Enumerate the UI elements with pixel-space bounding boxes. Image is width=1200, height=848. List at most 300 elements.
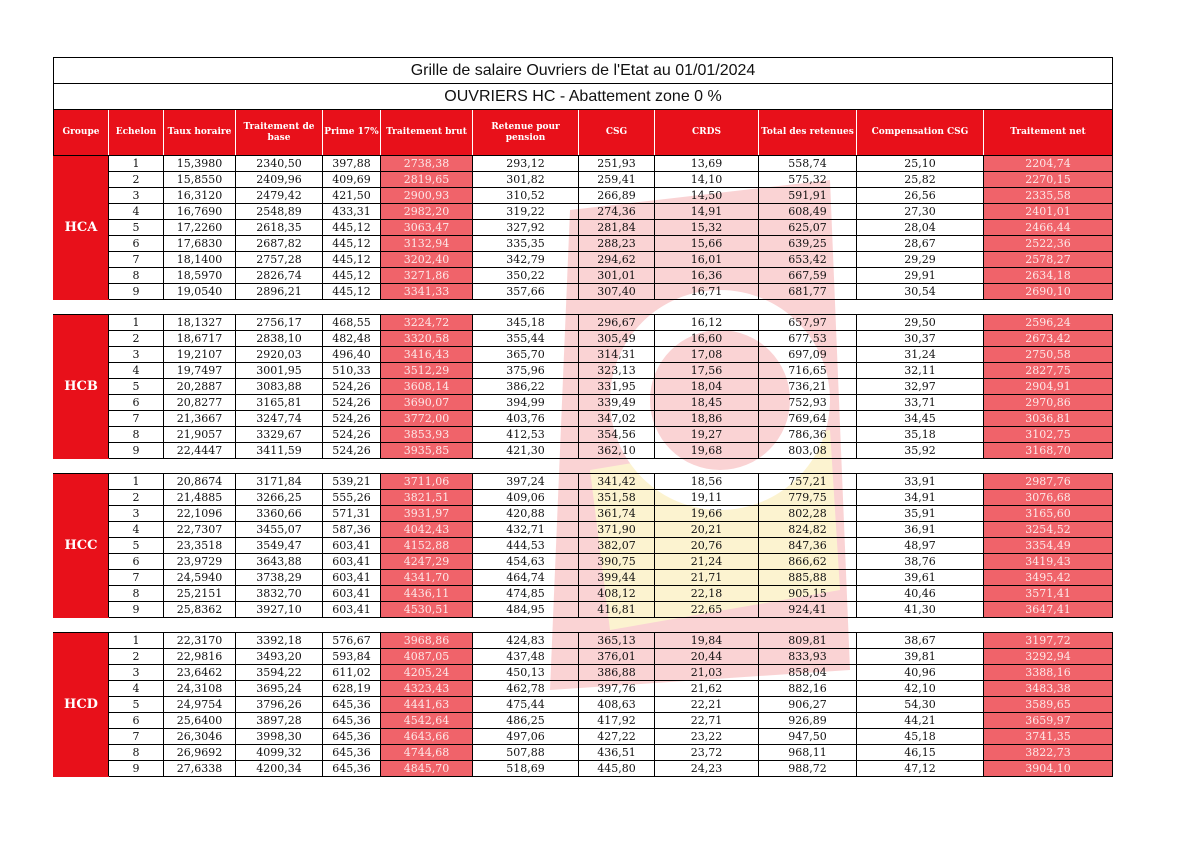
table-cell: 420,88: [473, 506, 579, 522]
table-cell: 4099,32: [236, 745, 323, 761]
table-cell: 319,22: [473, 204, 579, 220]
table-cell: 9: [109, 443, 164, 459]
table-cell: 18,86: [655, 411, 759, 427]
table-cell: 409,69: [323, 172, 381, 188]
table-cell: 403,76: [473, 411, 579, 427]
column-header: Traitement brut: [381, 110, 473, 156]
table-cell: 310,52: [473, 188, 579, 204]
table-cell: 3832,70: [236, 586, 323, 602]
table-row: [54, 172, 1113, 188]
column-header: Echelon: [109, 110, 164, 156]
table-cell: 8: [109, 427, 164, 443]
table-cell: 885,88: [759, 570, 857, 586]
table-cell: 16,60: [655, 331, 759, 347]
table-cell: 445,80: [579, 761, 655, 777]
table-row: [54, 665, 1113, 681]
table-cell: 3036,81: [984, 411, 1113, 427]
table-cell: 2: [109, 172, 164, 188]
table-cell: 4152,88: [381, 538, 473, 554]
table-cell: 2750,58: [984, 347, 1113, 363]
table-cell: 3549,47: [236, 538, 323, 554]
table-cell: 462,78: [473, 681, 579, 697]
table-cell: 7: [109, 729, 164, 745]
table-cell: 3292,94: [984, 649, 1113, 665]
table-cell: 3455,07: [236, 522, 323, 538]
table-cell: 1: [109, 633, 164, 649]
table-cell: 26,3046: [164, 729, 236, 745]
table-cell: 3927,10: [236, 602, 323, 618]
table-cell: 5: [109, 220, 164, 236]
column-header: Traitement de base: [236, 110, 323, 156]
table-cell: 3076,68: [984, 490, 1113, 506]
table-cell: 496,40: [323, 347, 381, 363]
table-cell: 32,11: [857, 363, 984, 379]
table-cell: 23,22: [655, 729, 759, 745]
table-cell: 409,06: [473, 490, 579, 506]
table-cell: 375,96: [473, 363, 579, 379]
table-cell: 833,93: [759, 649, 857, 665]
table-cell: 417,92: [579, 713, 655, 729]
table-cell: 365,13: [579, 633, 655, 649]
table-cell: 8: [109, 586, 164, 602]
table-cell: 327,92: [473, 220, 579, 236]
table-cell: 14,10: [655, 172, 759, 188]
table-cell: 35,18: [857, 427, 984, 443]
table-cell: 3247,74: [236, 411, 323, 427]
column-header: CRDS: [655, 110, 759, 156]
table-cell: 433,31: [323, 204, 381, 220]
table-cell: 36,91: [857, 522, 984, 538]
table-row: [54, 681, 1113, 697]
table-cell: 15,3980: [164, 156, 236, 172]
table-cell: 4341,70: [381, 570, 473, 586]
table-cell: 3224,72: [381, 315, 473, 331]
table-cell: 858,04: [759, 665, 857, 681]
table-cell: 18,45: [655, 395, 759, 411]
table-cell: 17,6830: [164, 236, 236, 252]
table-row: [54, 411, 1113, 427]
table-cell: 424,83: [473, 633, 579, 649]
table-cell: 628,19: [323, 681, 381, 697]
table-cell: 7: [109, 570, 164, 586]
table-cell: 3: [109, 506, 164, 522]
table-cell: 444,53: [473, 538, 579, 554]
table-cell: 497,06: [473, 729, 579, 745]
spacer-cell: [54, 300, 1113, 315]
table-cell: 3254,52: [984, 522, 1113, 538]
column-header: Prime 17%: [323, 110, 381, 156]
table-cell: 445,12: [323, 268, 381, 284]
table-cell: 394,99: [473, 395, 579, 411]
table-cell: 667,59: [759, 268, 857, 284]
table-cell: 397,88: [323, 156, 381, 172]
table-cell: 645,36: [323, 713, 381, 729]
table-row: [54, 729, 1113, 745]
table-cell: 34,91: [857, 490, 984, 506]
table-cell: 847,36: [759, 538, 857, 554]
table-cell: 22,21: [655, 697, 759, 713]
table-cell: 412,53: [473, 427, 579, 443]
table-cell: 17,2260: [164, 220, 236, 236]
column-header: Total des retenues: [759, 110, 857, 156]
group-label: HCA: [54, 156, 109, 300]
table-row: [54, 284, 1113, 300]
table-cell: 4: [109, 363, 164, 379]
table-cell: 41,30: [857, 602, 984, 618]
table-cell: 591,91: [759, 188, 857, 204]
table-row: [54, 506, 1113, 522]
table-cell: 31,24: [857, 347, 984, 363]
table-cell: 454,63: [473, 554, 579, 570]
table-row: [54, 220, 1113, 236]
table-row: [54, 713, 1113, 729]
table-cell: 341,42: [579, 474, 655, 490]
table-cell: 427,22: [579, 729, 655, 745]
table-cell: 23,72: [655, 745, 759, 761]
table-row: [54, 347, 1113, 363]
table-cell: 645,36: [323, 745, 381, 761]
table-cell: 323,13: [579, 363, 655, 379]
table-cell: 386,22: [473, 379, 579, 395]
table-cell: 408,12: [579, 586, 655, 602]
table-row: [54, 156, 1113, 172]
salary-grid-sheet: [53, 57, 1112, 777]
table-cell: 382,07: [579, 538, 655, 554]
table-cell: 390,75: [579, 554, 655, 570]
table-cell: 3853,93: [381, 427, 473, 443]
table-cell: 4643,66: [381, 729, 473, 745]
table-cell: 21,4885: [164, 490, 236, 506]
table-cell: 4200,34: [236, 761, 323, 777]
table-cell: 18,6717: [164, 331, 236, 347]
table-cell: 361,74: [579, 506, 655, 522]
table-cell: 27,6338: [164, 761, 236, 777]
table-cell: 3493,20: [236, 649, 323, 665]
table-cell: 22,3170: [164, 633, 236, 649]
table-cell: 2896,21: [236, 284, 323, 300]
table-cell: 2673,42: [984, 331, 1113, 347]
table-cell: 524,26: [323, 427, 381, 443]
table-cell: 19,84: [655, 633, 759, 649]
table-cell: 3495,42: [984, 570, 1113, 586]
table-cell: 524,26: [323, 443, 381, 459]
table-cell: 558,74: [759, 156, 857, 172]
table-cell: 386,88: [579, 665, 655, 681]
table-cell: 5: [109, 697, 164, 713]
table-cell: 25,6400: [164, 713, 236, 729]
table-cell: 4323,43: [381, 681, 473, 697]
table-cell: 450,13: [473, 665, 579, 681]
table-cell: 357,66: [473, 284, 579, 300]
table-cell: 2690,10: [984, 284, 1113, 300]
table-cell: 445,12: [323, 284, 381, 300]
table-row: [54, 204, 1113, 220]
table-row: [54, 761, 1113, 777]
table-cell: 2479,42: [236, 188, 323, 204]
table-cell: 4436,11: [381, 586, 473, 602]
table-cell: 16,36: [655, 268, 759, 284]
table-cell: 19,66: [655, 506, 759, 522]
table-cell: 4205,24: [381, 665, 473, 681]
table-cell: 3197,72: [984, 633, 1113, 649]
table-cell: 4042,43: [381, 522, 473, 538]
table-cell: 779,75: [759, 490, 857, 506]
table-cell: 18,04: [655, 379, 759, 395]
table-cell: 3392,18: [236, 633, 323, 649]
table-cell: 24,3108: [164, 681, 236, 697]
table-cell: 524,26: [323, 395, 381, 411]
table-cell: 3341,33: [381, 284, 473, 300]
table-cell: 625,07: [759, 220, 857, 236]
table-cell: 1: [109, 315, 164, 331]
table-cell: 22,7307: [164, 522, 236, 538]
table-cell: 3102,75: [984, 427, 1113, 443]
table-row: [54, 252, 1113, 268]
table-cell: 20,8674: [164, 474, 236, 490]
table-cell: 19,11: [655, 490, 759, 506]
table-cell: 25,10: [857, 156, 984, 172]
table-cell: 3: [109, 188, 164, 204]
table-cell: 603,41: [323, 554, 381, 570]
table-cell: 611,02: [323, 665, 381, 681]
table-cell: 376,01: [579, 649, 655, 665]
table-cell: 587,36: [323, 522, 381, 538]
table-cell: 48,97: [857, 538, 984, 554]
table-cell: 15,32: [655, 220, 759, 236]
table-row: [54, 602, 1113, 618]
table-cell: 645,36: [323, 729, 381, 745]
table-cell: 4744,68: [381, 745, 473, 761]
table-cell: 3202,40: [381, 252, 473, 268]
table-cell: 3904,10: [984, 761, 1113, 777]
table-cell: 15,8550: [164, 172, 236, 188]
table-cell: 484,95: [473, 602, 579, 618]
table-cell: 266,89: [579, 188, 655, 204]
table-cell: 653,42: [759, 252, 857, 268]
table-cell: 17,08: [655, 347, 759, 363]
table-cell: 4: [109, 522, 164, 538]
table-cell: 2819,65: [381, 172, 473, 188]
table-cell: 371,90: [579, 522, 655, 538]
table-cell: 22,9816: [164, 649, 236, 665]
table-cell: 32,97: [857, 379, 984, 395]
table-cell: 2340,50: [236, 156, 323, 172]
table-cell: 2738,38: [381, 156, 473, 172]
table-cell: 3738,29: [236, 570, 323, 586]
table-cell: 2970,86: [984, 395, 1113, 411]
table-cell: 19,7497: [164, 363, 236, 379]
table-cell: 38,67: [857, 633, 984, 649]
table-cell: 518,69: [473, 761, 579, 777]
table-cell: 18,1327: [164, 315, 236, 331]
table-cell: 639,25: [759, 236, 857, 252]
table-cell: 288,23: [579, 236, 655, 252]
table-cell: 524,26: [323, 379, 381, 395]
table-cell: 28,04: [857, 220, 984, 236]
column-header: Groupe: [54, 110, 109, 156]
salary-grid-table: [53, 57, 1113, 777]
table-cell: 26,56: [857, 188, 984, 204]
table-cell: 17,56: [655, 363, 759, 379]
table-cell: 803,08: [759, 443, 857, 459]
table-cell: 22,4447: [164, 443, 236, 459]
table-cell: 3354,49: [984, 538, 1113, 554]
table-cell: 34,45: [857, 411, 984, 427]
table-cell: 21,71: [655, 570, 759, 586]
table-cell: 866,62: [759, 554, 857, 570]
table-cell: 882,16: [759, 681, 857, 697]
table-cell: 3171,84: [236, 474, 323, 490]
table-cell: 2900,93: [381, 188, 473, 204]
table-cell: 416,81: [579, 602, 655, 618]
table-cell: 555,26: [323, 490, 381, 506]
table-cell: 603,41: [323, 602, 381, 618]
table-cell: 40,46: [857, 586, 984, 602]
table-cell: 20,44: [655, 649, 759, 665]
table-cell: 16,7690: [164, 204, 236, 220]
table-cell: 3822,73: [984, 745, 1113, 761]
table-cell: 26,9692: [164, 745, 236, 761]
table-cell: 2401,01: [984, 204, 1113, 220]
table-cell: 354,56: [579, 427, 655, 443]
table-row: [54, 315, 1113, 331]
table-cell: 5: [109, 538, 164, 554]
table-cell: 355,44: [473, 331, 579, 347]
table-cell: 3168,70: [984, 443, 1113, 459]
table-cell: 2826,74: [236, 268, 323, 284]
table-cell: 2522,36: [984, 236, 1113, 252]
table-cell: 539,21: [323, 474, 381, 490]
table-cell: 988,72: [759, 761, 857, 777]
table-cell: 21,62: [655, 681, 759, 697]
table-cell: 345,18: [473, 315, 579, 331]
table-cell: 1: [109, 474, 164, 490]
table-cell: 2: [109, 331, 164, 347]
table-cell: 677,53: [759, 331, 857, 347]
table-cell: 16,01: [655, 252, 759, 268]
table-cell: 362,10: [579, 443, 655, 459]
table-cell: 3063,47: [381, 220, 473, 236]
table-cell: 2827,75: [984, 363, 1113, 379]
table-cell: 16,12: [655, 315, 759, 331]
table-cell: 259,41: [579, 172, 655, 188]
table-row: [54, 649, 1113, 665]
table-cell: 2982,20: [381, 204, 473, 220]
table-cell: 3659,97: [984, 713, 1113, 729]
table-cell: 3589,65: [984, 697, 1113, 713]
table-cell: 3271,86: [381, 268, 473, 284]
table-row: [54, 697, 1113, 713]
table-cell: 2596,24: [984, 315, 1113, 331]
table-cell: 4542,64: [381, 713, 473, 729]
group-label: HCD: [54, 633, 109, 777]
table-row: [54, 474, 1113, 490]
table-cell: 786,36: [759, 427, 857, 443]
table-cell: 22,1096: [164, 506, 236, 522]
table-cell: 824,82: [759, 522, 857, 538]
table-cell: 4: [109, 204, 164, 220]
grid-body: [54, 156, 1113, 777]
table-cell: 593,84: [323, 649, 381, 665]
table-cell: 397,76: [579, 681, 655, 697]
column-header: Traitement net: [984, 110, 1113, 156]
table-cell: 20,8277: [164, 395, 236, 411]
table-cell: 342,79: [473, 252, 579, 268]
table-cell: 486,25: [473, 713, 579, 729]
table-row: [54, 570, 1113, 586]
table-cell: 339,49: [579, 395, 655, 411]
table-cell: 757,21: [759, 474, 857, 490]
table-cell: 46,15: [857, 745, 984, 761]
table-cell: 968,11: [759, 745, 857, 761]
table-cell: 54,30: [857, 697, 984, 713]
table-cell: 15,66: [655, 236, 759, 252]
table-cell: 445,12: [323, 220, 381, 236]
table-cell: 33,71: [857, 395, 984, 411]
table-cell: 3360,66: [236, 506, 323, 522]
table-cell: 3931,97: [381, 506, 473, 522]
table-row: [54, 745, 1113, 761]
table-cell: 294,62: [579, 252, 655, 268]
table-cell: 2618,35: [236, 220, 323, 236]
table-row: [54, 633, 1113, 649]
table-cell: 19,68: [655, 443, 759, 459]
table-cell: 39,61: [857, 570, 984, 586]
table-cell: 436,51: [579, 745, 655, 761]
table-cell: 301,82: [473, 172, 579, 188]
table-cell: 524,26: [323, 411, 381, 427]
table-cell: 645,36: [323, 761, 381, 777]
table-cell: 947,50: [759, 729, 857, 745]
table-cell: 3594,22: [236, 665, 323, 681]
table-row: [54, 586, 1113, 602]
table-row: [54, 331, 1113, 347]
spacer-cell: [54, 459, 1113, 474]
table-cell: 25,8362: [164, 602, 236, 618]
table-cell: 18,5970: [164, 268, 236, 284]
table-cell: 335,35: [473, 236, 579, 252]
table-cell: 21,03: [655, 665, 759, 681]
table-cell: 13,69: [655, 156, 759, 172]
table-cell: 3132,94: [381, 236, 473, 252]
table-cell: 3512,29: [381, 363, 473, 379]
table-cell: 9: [109, 602, 164, 618]
table-cell: 571,31: [323, 506, 381, 522]
table-cell: 445,12: [323, 252, 381, 268]
table-cell: 397,24: [473, 474, 579, 490]
table-cell: 27,30: [857, 204, 984, 220]
table-cell: 350,22: [473, 268, 579, 284]
table-cell: 314,31: [579, 347, 655, 363]
column-header: Taux horaire: [164, 110, 236, 156]
table-cell: 2757,28: [236, 252, 323, 268]
table-cell: 475,44: [473, 697, 579, 713]
table-cell: 21,9057: [164, 427, 236, 443]
table-cell: 351,58: [579, 490, 655, 506]
table-cell: 6: [109, 395, 164, 411]
table-row: [54, 188, 1113, 204]
table-cell: 1: [109, 156, 164, 172]
column-header: CSG: [579, 110, 655, 156]
table-cell: 18,1400: [164, 252, 236, 268]
table-cell: 3416,43: [381, 347, 473, 363]
table-cell: 42,10: [857, 681, 984, 697]
table-cell: 28,67: [857, 236, 984, 252]
table-cell: 6: [109, 554, 164, 570]
table-cell: 3772,00: [381, 411, 473, 427]
table-cell: 752,93: [759, 395, 857, 411]
table-cell: 47,12: [857, 761, 984, 777]
